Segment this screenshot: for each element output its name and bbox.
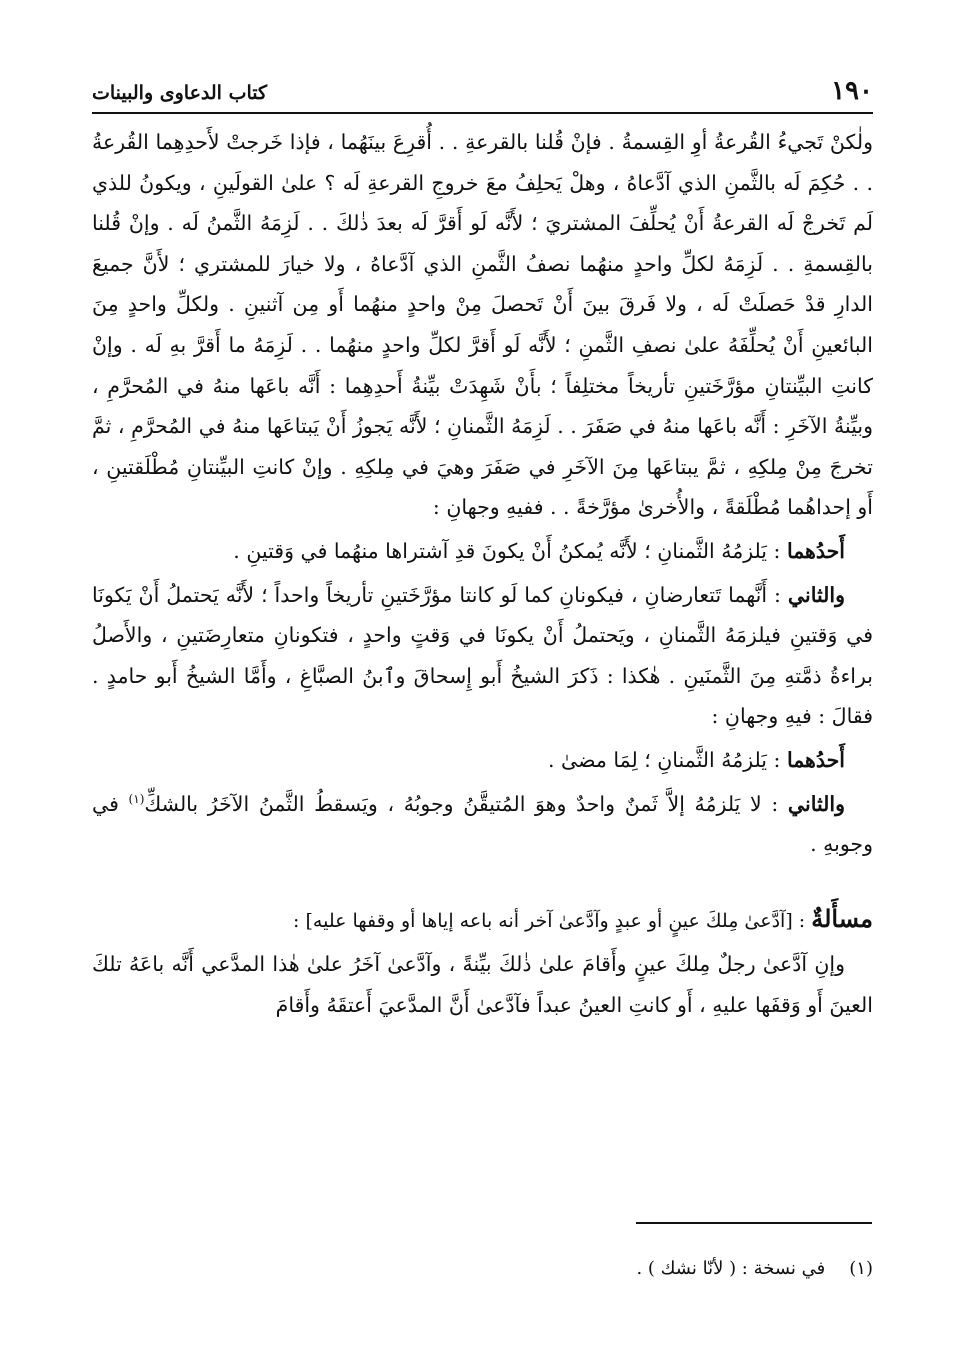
term-second: والثاني <box>787 582 845 607</box>
footnote-text: في نسخة : ( لأنّا نشك ) . <box>636 1258 826 1279</box>
paragraph-2 <box>92 531 873 572</box>
main-text <box>92 122 873 1025</box>
paragraph-5 <box>92 784 873 865</box>
paragraph-3 <box>92 575 873 737</box>
footnote-number: (١) <box>849 1258 873 1279</box>
paragraph-5-text-b: في وجوبهِ . <box>92 791 873 857</box>
paragraph-4 <box>92 740 873 781</box>
page-number: ١٩٠ <box>831 76 873 106</box>
masala-heading <box>92 899 873 942</box>
paragraph-6: وإنِ آدَّعىٰ رجلٌ مِلكَ عينٍ وأَقامَ علىٰ ذٰلكَ بيِّنةً ، وآدَّعىٰ آخَرُ علىٰ هٰذا المدَّعي أَنَّه باعَهُ تلكَ العينَ أَو وَقفَها عليهِ ، أَو كانتِ العينُ عبداً فآدَّعىٰ أَنَّ المدَّعيَ أَعتقَهُ وأَقامَ <box>92 952 873 1017</box>
paragraph-2-text: : يَلزمُهُ الثَّمنانِ ؛ لأَنَّه يُمكنُ أَنْ يكونَ قدِ آشتراها منهُما في وَقتينِ . <box>233 538 787 563</box>
paragraph-5-text-a: : لا يَلزمُهُ إلاَّ ثَمنٌ واحدٌ وهوَ المُتيقَّنُ وجوبُهُ ، ويَسقطُ الثَّمنُ الآخَرُ بالشكِّ <box>144 791 788 816</box>
page-header <box>92 74 873 114</box>
footnote-divider <box>636 1222 872 1224</box>
footnote-ref: (١) <box>128 791 145 806</box>
term-second-2: والثاني <box>787 791 845 816</box>
footnote <box>636 1258 873 1279</box>
term-first: أَحدُهما <box>786 538 845 563</box>
paragraph-1: ولٰكنْ تَجيءُ القُرعةُ أوِ القِسمةُ . فإنْ قُلنا بالقرعةِ . . أُقرِعَ بينَهُما ، فإذا خَرجتْ لأَحدِهِما القُرعةُ . . حُكِمَ لَه بالثَّمنِ الذي آدَّعاهُ ، وهلْ يَحلِفُ معَ خروجِ القرعةِ لَه ؟ علىٰ القولَينِ ، ويكونُ للذي لَم تَخرجْ لَه القرعةُ أَنْ يُحلِّفَ المشتريَ ؛ لأَنَّه لَو أَقرَّ لَه بعدَ ذٰلكَ . . لَزِمَهُ الثَّمنُ لَه . وإنْ قُلنا بالقِسمةِ . . لَزِمَهُ لكلِّ واحدٍ منهُما نصفُ الثَّمنِ الذي آدَّعاهُ ، ولا خيارَ للمشتري ؛ لأَنَّ جميعَ الدارِ قدْ حَصلَتْ لَه ، ولا فَرقَ بينَ أَنْ تَحصلَ مِنْ واحدٍ منهُما أَو مِن آثنينِ . ولكلِّ واحدٍ مِنَ البائعينِ أَنْ يُحلِّفَهُ علىٰ نصفِ الثَّمنِ ؛ لأَنَّه لَو أَقرَّ لكلِّ واحدٍ منهُما . . لَزِمَهُ ما أَقرَّ بهِ لَه . وإنْ كانتِ البيِّنتانِ مؤرَّخَتينِ تأريخاً مختلِفاً ؛ بأَنْ شَهِدَتْ بيِّنةُ أَحدِهِما : أَنَّه باعَها منهُ في المُحرَّمِ ، وبيِّنةُ الآخَرِ : أَنَّه باعَها منهُ في صَفَرَ . . لَزِمَهُ الثَّمنانِ ؛ لأَنَّه يَجوزُ أَنْ يَبتاعَها منهُ في المُحرَّمِ ، ثمَّ تخرجَ مِنْ مِلكِهِ ، ثمَّ يبتاعَها مِنَ الآخَرِ في صَفَرَ وهيَ في مِلكِهِ . وإنْ كانتِ البيِّنتانِ مُطْلَقتينِ ، أَو إحداهُما مُطْلَقةً ، والأُخرىٰ مؤرَّخةً . . ففيهِ وجهانِ : <box>92 130 873 520</box>
masala-title: مسأَلةٌ <box>811 903 873 933</box>
paragraph-4-text: : يَلزمُهُ الثَّمنانِ ؛ لِمَا مضىٰ . <box>547 747 787 772</box>
term-first-2: أَحدُهما <box>786 747 845 772</box>
running-title: كتاب الدعاوى والبينات <box>92 82 268 104</box>
paragraph-3-text: : أَنَّهما تَتعارضانِ ، فيكونانِ كما لَو كانتا مؤرَّخَتينِ تأريخاً واحداً ؛ لأَنَّه يَحتملُ أَنْ يَكونَا في وَقتينِ فيلزمَهُ الثَّمنانِ ، ويَحتملُ أَنْ يكونَا في وَقتٍ واحدٍ ، فتكونانِ متعارِضَتينِ ، والأَصلُ براءةُ ذمَّتهِ مِنَ الثَّمنَينِ . هٰكذا : ذَكرَ الشيخُ أَبو إِسحاقَ وٱبنُ الصبَّاغِ ، وأَمَّا الشيخُ أَبو حامدٍ . فقالَ : فيهِ وجهانِ : <box>92 582 873 729</box>
masala-topic: : [آدَّعىٰ مِلكَ عينٍ أو عبدٍ وآدَّعىٰ آخر أنه باعه إياها أو وقفها عليه] : <box>293 909 812 932</box>
